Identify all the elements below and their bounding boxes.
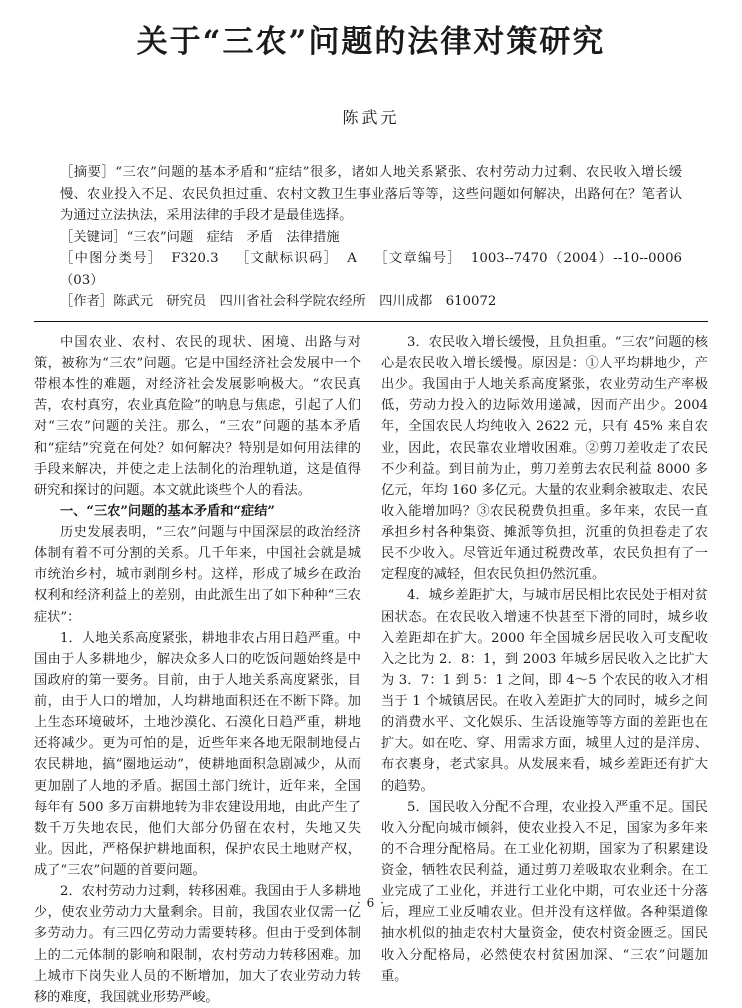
keywords-line [60, 227, 682, 249]
author-label: ［作者］ [60, 294, 114, 310]
paragraph: 4．城乡差距扩大，与城市居民相比农民处于相对贫困状态。在农民收入增速不快甚至下滑的同时，城乡收入差距却在扩大。2000 年全国城乡居民收入可支配收入之比为 2．8：1，到 2003 年城乡居民收入之比扩大为 3．7：1 到 5：1 之间，即 4～5 个农民的收入才相当于 1 个城镇居民。在收入差距扩大的同时，城乡之间的消费水平、文化娱乐、生活设施等等方面的差距也在扩大。如在吃、穿、用需求方面，城里人过的是洋房、布衣裹身，老式家具。从发展来看，城乡差距还有扩大的趋势。 [381, 588, 708, 794]
page-title: 关于“三农”问题的法律对策研究 [136, 24, 606, 60]
abstract-paragraph [60, 162, 682, 227]
keywords-text: “三农”问题 症结 矛盾 法律措施 [126, 229, 340, 245]
paragraph: 2．农村劳动力过剩，转移困难。我国由于人多耕地少，使农业劳动力大量剩余。目前，我国农业仅需一亿多劳动力。有三四亿劳动力需要转移。但由于受到体制上的二元体制的影响和限制，农村劳动力转移困难。加上城市下岗失业人员的不断增加，加大了农业劳动力转移的难度，我国就业形势严峻。 [34, 884, 361, 1005]
author-info: 陈武元 研究员 四川省社会科学院农经所 四川成都 610072 [113, 294, 497, 310]
doc-code-label: ［文献标识码］ [234, 251, 339, 267]
page-number: · 6 · [357, 896, 385, 910]
abstract-label: ［摘要］ [60, 165, 116, 181]
paragraph: 中国农业、农村、农民的现状、困境、出路与对策，被称为“三农”问题。它是中国经济社会发展中一个带根本性的难题，对经济社会发展影响极大。“农民真苦，农村真穷，农业真危险”的呐息与焦虑，引起了人们对“三农”问题的关注。那么，“三农”问题的基本矛盾和“症结”究竟在何处？如何解决？特别是如何用法律的手段来解决，并使之走上法制化的治理轨道，这是值得研究和探讨的问题。本文就此谈些个人的看法。 [34, 334, 361, 498]
clc-value: F320.3 [171, 251, 219, 267]
section-heading: 一、“三农”问题的基本矛盾和“症结” [60, 503, 275, 519]
abstract-text: “三农”问题的基本矛盾和“症结”很多，诸如人地关系紧张、农村劳动力过剩、农民收入增长缓慢、农业投入不足、农民负担过重、农村文教卫生事业落后等等，这些问题如何解决，出路何在？笔者认为通过立法执法，采用法律的手段才是最佳选择。 [60, 165, 682, 224]
author-byline: 陈武元 [342, 108, 400, 128]
header-divider [34, 321, 708, 322]
keywords-label: ［关键词］ [60, 229, 127, 245]
paragraph: 历史发展表明，“三农”问题与中国深层的政治经济体制有着不可分割的关系。几千年来，中国社会就是城市统治乡村，城市剥削乡村。这样，形成了城乡在政治权利和经济利益上的差别，由此派生出了如下种种“三农症状”： [34, 525, 361, 625]
paragraph: 1．人地关系高度紧张，耕地非农占用日趋严重。中国由于人多耕地少，解决众多人口的吃饭问题始终是中国政府的第一要务。目前，由于人地关系高度紧张，目前，由于人口的增加，人均耕地面积还在不断下降。加上生态环境破坏，土地沙漠化、石漠化日趋严重，耕地还将减少。更为可怕的是，近些年来各地无限制地侵占农民耕地，搞“圈地运动”，使耕地面积急剧减少，从而更加剧了人地的矛盾。据国土部门统计，近年来，全国每年有 500 多万亩耕地转为非农建设用地，由此产生了数千万失地农民，他们大部分仍留在农村，失地又失业。因此，严格保护耕地面积，保护农民土地财产权，成了“三农”问题的首要问题。 [34, 630, 361, 879]
doc-code-value: A [347, 251, 357, 267]
author-info-line [60, 291, 682, 313]
abstract-block [60, 162, 682, 313]
paragraph: 3．农民收入增长缓慢，且负担重。“三农”问题的核心是农民收入增长缓慢。原因是：①人平均耕地少，产出少。我国由于人地关系高度紧张，农业劳动生产率极低，劳动力投入的边际效用递减，因而产出少。2004 年，全国农民人均纯收入 2622 元，只有 45% 来自农业，因此，农民靠农业增收困难。②剪刀差收走了农民不少利益。到目前为止，剪刀差剪去农民利益 8000 多亿元，年均 160 多亿元。大量的农业剩余被取走、农民收入能增加吗？③农民税费负担重。多年来，农民一直承担乡村各种集资、摊派等负担，沉重的负担卷走了农民不少收入。尽管近年通过税费改革，农民负担有了一定程度的减轻，但农民负担仍然沉重。 [381, 334, 708, 583]
clc-label: ［中图分类号］ [60, 251, 163, 267]
classification-line [60, 248, 682, 291]
paragraph: 5．国民收入分配不合理，农业投入严重不足。国民收入分配向城市倾斜，使农业投入不足，国家为多年来的不合理分配格局。在工业化初期，国家为了积累建设资金，牺牲农民利益，通过剪刀差吸取农业剩余。在工业完成了工业化，并进行工业化中期，可农业还十分落后，理应工业反哺农业。但并没有这样做。各种渠道像抽水机似的抽走农村大量资金，使农村资金匮乏。国民收入分配格局，必然使农村贫困加深、“三农”问题加重。 [381, 799, 708, 984]
article-id-value: 1003--7470（2004）--10--0006（03） [60, 251, 683, 288]
article-id-label: ［文章编号］ [372, 251, 462, 267]
